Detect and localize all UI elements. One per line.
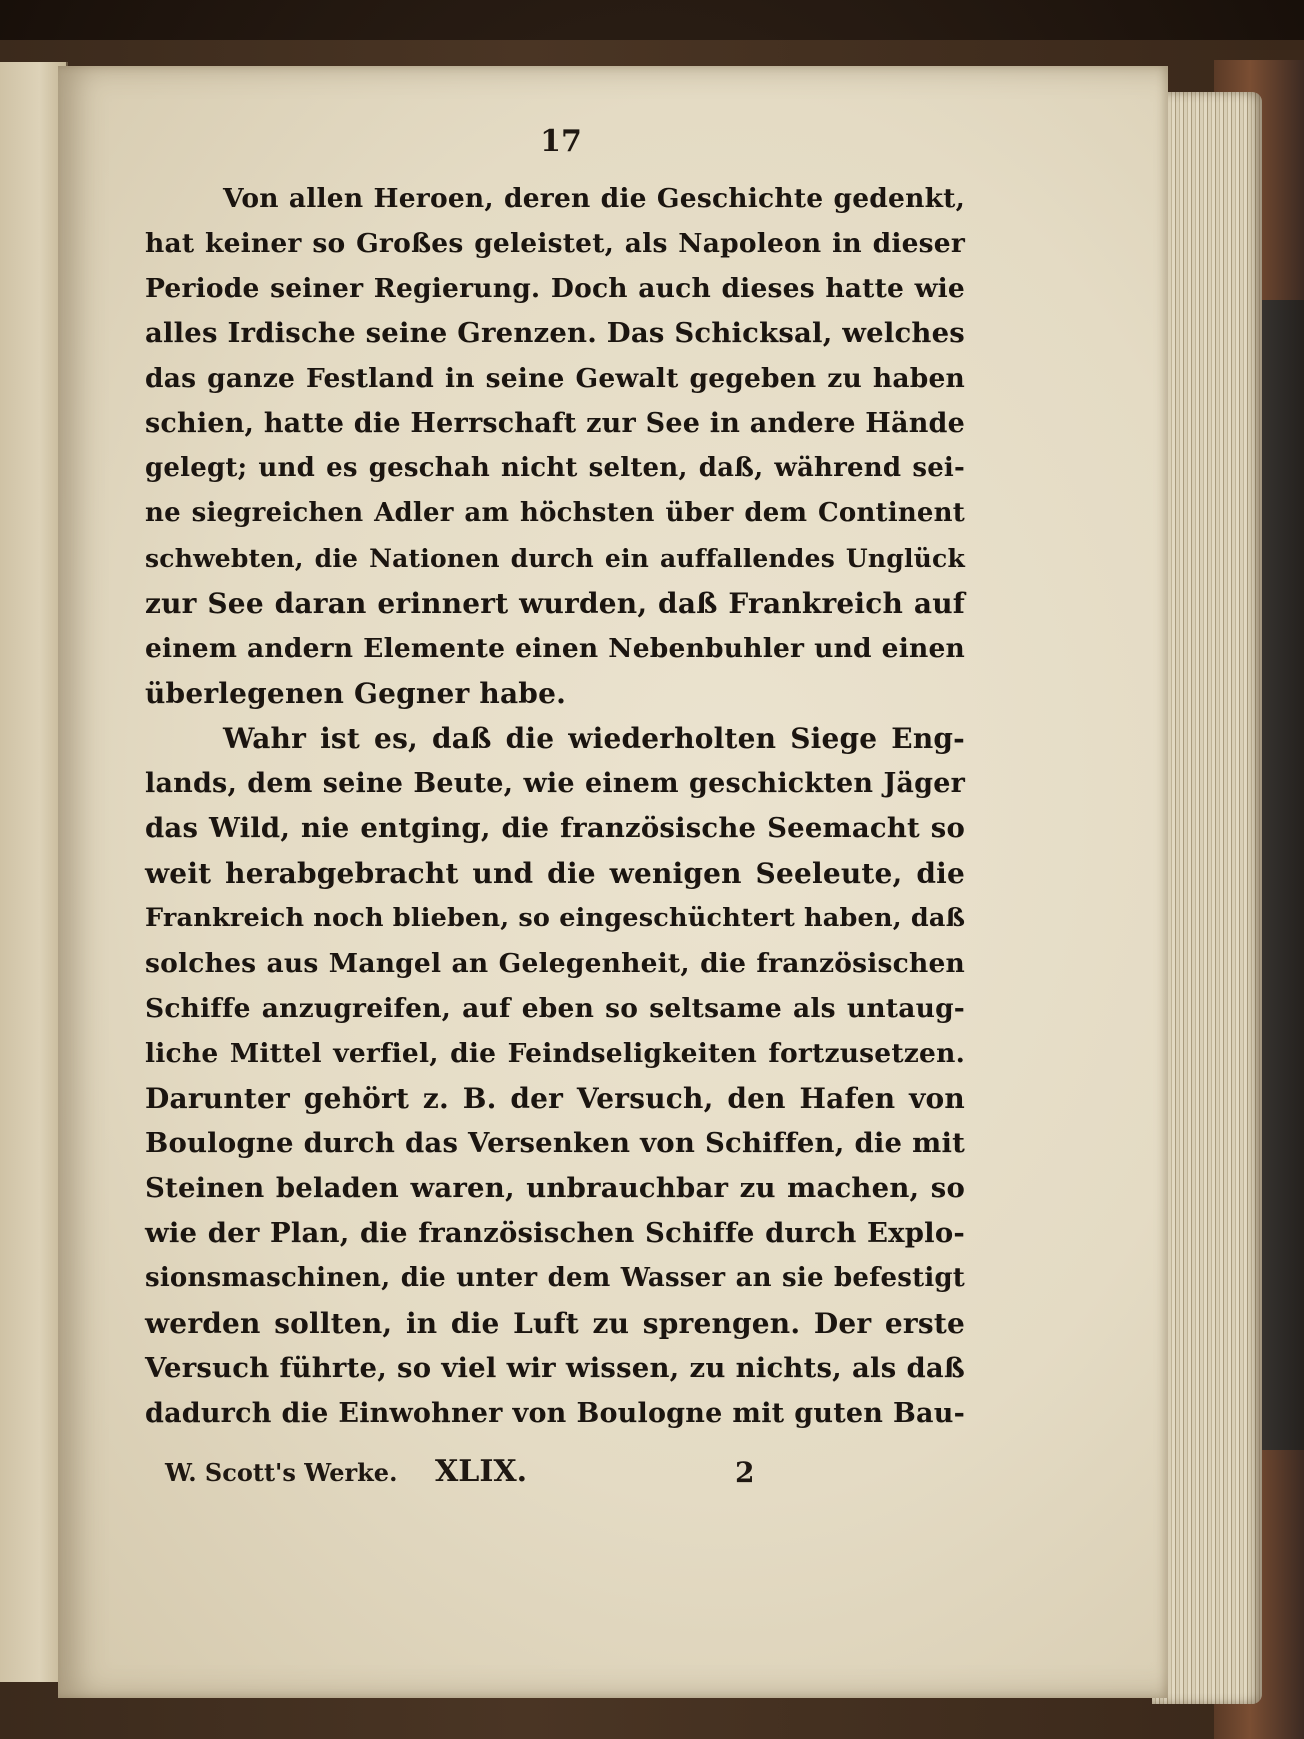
text-line: wie der Plan, die französischen Schiffe durch Explo- <box>145 1217 965 1249</box>
text-line: Von allen Heroen, deren die Geschichte gedenkt, <box>223 183 965 214</box>
text-line: sionsmaschinen, die unter dem Wasser an sie befestigt <box>145 1263 965 1293</box>
page-footer <box>165 1452 765 1496</box>
text-line: einem andern Elemente einen Nebenbuhler und einen <box>145 633 965 664</box>
page-edges <box>1152 92 1262 1704</box>
text-line: hat keiner so Großes geleistet, als Napoleon in dieser <box>145 228 965 259</box>
text-line: weit herabgebracht und die wenigen Seeleute, die <box>145 857 965 890</box>
footer-volume: XLIX. <box>435 1454 528 1489</box>
text-line: schien, hatte die Herrschaft zur See in andere Hände <box>145 408 965 439</box>
text-line: Boulogne durch das Versenken von Schiffen, die mit <box>145 1127 965 1159</box>
text-line: überlegenen Gegner habe. <box>145 677 567 710</box>
text-line: schwebten, die Nationen durch ein auffallendes Unglück <box>145 544 965 573</box>
page-number: 17 <box>540 124 582 159</box>
text-line: Schiffe anzugreifen, auf eben so seltsame als untaug- <box>145 993 965 1024</box>
text-line: dadurch die Einwohner von Boulogne mit guten Bau- <box>145 1398 965 1429</box>
text-line: das ganze Festland in seine Gewalt gegeben zu haben <box>145 363 965 394</box>
text-line: Steinen beladen waren, unbrauchbar zu machen, so <box>145 1172 965 1204</box>
text-line: liche Mittel verfiel, die Feindseligkeiten fortzusetzen. <box>145 1038 965 1069</box>
text-line: Wahr ist es, daß die wiederholten Siege Eng- <box>223 722 965 755</box>
text-line: Periode seiner Regierung. Doch auch dieses hatte wie <box>145 273 965 304</box>
footer-sheet-number: 2 <box>735 1456 755 1489</box>
text-line: solches aus Mangel an Gelegenheit, die französischen <box>145 948 965 979</box>
text-line: alles Irdische seine Grenzen. Das Schicksal, welches <box>145 317 965 349</box>
text-line: gelegt; und es geschah nicht selten, daß, während sei- <box>145 453 965 483</box>
text-line: Darunter gehört z. B. der Versuch, den Hafen von <box>145 1082 965 1115</box>
text-line: Versuch führte, so viel wir wissen, zu nichts, als daß <box>145 1352 965 1384</box>
footer-signature: W. Scott's Werke. <box>165 1458 398 1487</box>
body-text <box>145 176 965 1436</box>
text-line: Frankreich noch blieben, so eingeschüchtert haben, daß <box>145 903 966 933</box>
text-line: zur See daran erinnert wurden, daß Frankreich auf <box>145 587 965 620</box>
text-line: ne siegreichen Adler am höchsten über dem Continent <box>145 498 965 528</box>
text-line: lands, dem seine Beute, wie einem geschickten Jäger <box>145 768 965 799</box>
text-line: das Wild, nie entging, die französische Seemacht so <box>145 812 965 844</box>
text-line: werden sollten, in die Luft zu sprengen. Der erste <box>145 1307 965 1340</box>
